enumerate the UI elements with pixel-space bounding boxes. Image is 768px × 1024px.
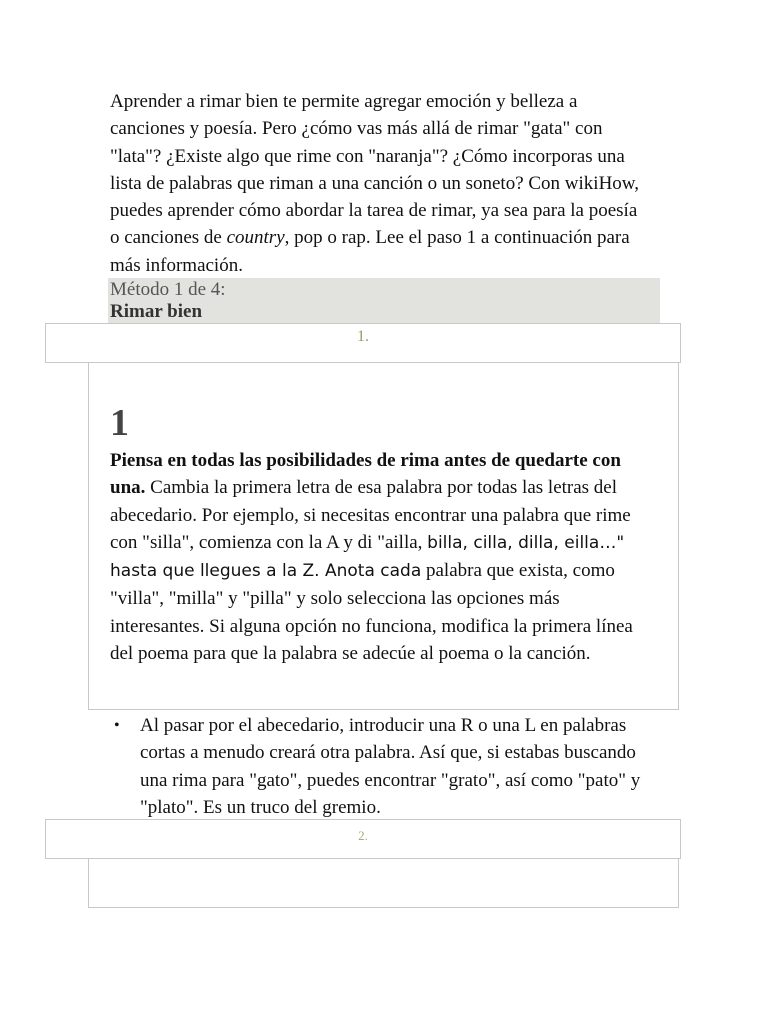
intro-text-2: , pop o rap. Lee el paso 1 a continuación para más información. <box>110 227 630 276</box>
method-header <box>108 278 660 324</box>
step-1-text-part1: Cambia la primera letra de esa palabra por todas las letras del abecedario. Por ejemplo, si necesitas encontrar una palabra que rime con "silla", comienza con la A y di "ailla, <box>110 477 631 553</box>
step-1-text-sans: billa, cilla, dilla, eilla…" hasta que llegues a la Z. Anota cada <box>110 532 625 582</box>
intro-paragraph <box>110 88 650 279</box>
step-1-bold-lead: Piensa en todas las posibilidades de rima antes de quedarte con una. <box>110 450 621 499</box>
step-1-card <box>88 362 679 710</box>
method-label: Método 1 de 4: <box>110 279 226 300</box>
step-1-index-box <box>45 323 681 363</box>
step-2-index-box <box>45 819 681 859</box>
step-1-tips-list <box>114 712 654 821</box>
step-1-index-label: 1. <box>357 328 369 345</box>
intro-country: country <box>226 227 285 249</box>
method-title: Rimar bien <box>110 301 203 322</box>
step-1-big-number: 1 <box>110 402 129 444</box>
step-2-index-label: 2. <box>358 828 368 843</box>
tip-item <box>114 712 654 821</box>
intro-text-1: Aprender a rimar bien te permite agregar emoción y belleza a canciones y poesía. Pero ¿cómo vas más allá de rimar "gata" con "lata"? ¿Existe algo que rime con "naranja"? ¿Cómo incorporas una lista de palabras que riman a una canción o un soneto? Con wikiHow, puedes aprender cómo abordar la tarea de rimar, ya sea para la poesía o canciones de <box>110 91 640 249</box>
tip-text: Al pasar por el abecedario, introducir una R o una L en palabras cortas a menudo creará otra palabra. Así que, si estabas buscando una rima para "gato", puedes encontrar "grato", así como "pato" y "plato". Es un truco del gremio. <box>140 715 641 818</box>
step-1-text <box>110 447 658 667</box>
step-2-card <box>88 858 679 908</box>
bullet-icon: • <box>114 717 120 734</box>
step-1-text-part2: palabra que exista, como "villa", "milla" y "pilla" y solo selecciona las opciones más interesantes. Si alguna opción no funciona, modifica la primera línea del poema para que la palabra se adecúe al poema o la canción. <box>110 560 633 665</box>
